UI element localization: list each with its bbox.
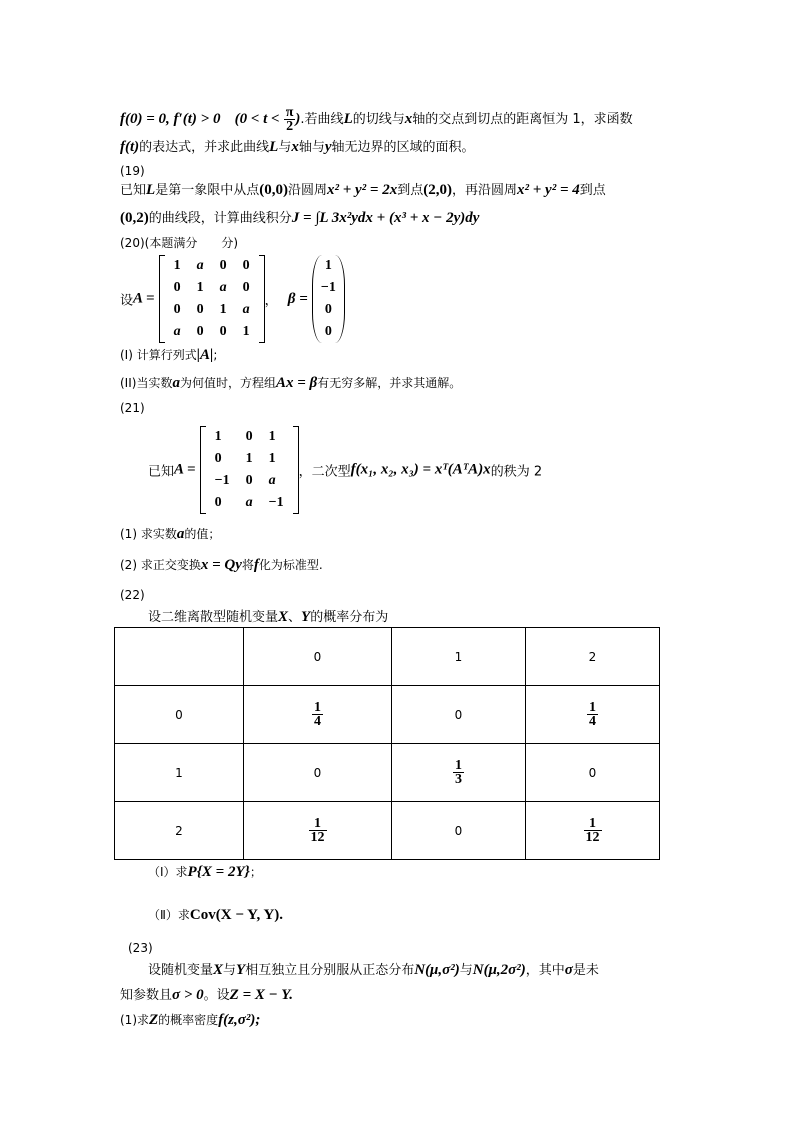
matrix-row — [207, 470, 292, 492]
table-col-header: 1 — [392, 628, 526, 686]
matrix-row — [319, 321, 338, 343]
matrix-row — [207, 492, 292, 514]
vector-beta — [312, 255, 345, 343]
q21-matrix-line: 已知A = 1 0 1 0 1 1 −1 0 a 0 a −1 ，二次型f(x₁, x₂, x₃) = xᵀ(AᵀA)x的秩为 2 — [148, 426, 542, 514]
q18-condition-line: f(0) = 0, f′(t) > 0 (0 < t < $\frac{\pi}{2}$ ).若曲线L的切线与x轴的交点到切点的距离恒为 1，求函数 — [120, 105, 633, 134]
table-col-header: 0 — [244, 628, 392, 686]
matrix-row — [166, 321, 258, 343]
q19-line1: 已知L是第一象限中从点(0,0)沿圆周x² + y² = 2x到点(2,0)，再沿圆周x² + y² = 4到点 — [120, 182, 606, 198]
table-cell: $\frac{1}{12}$ — [526, 802, 660, 860]
table-corner-cell — [115, 628, 244, 686]
matrix-row — [207, 426, 292, 448]
q22-intro: 设二维离散型随机变量X、Y的概率分布为 — [148, 609, 389, 625]
matrix-entry: 0 — [324, 302, 332, 317]
matrix-entry: a — [268, 473, 276, 488]
matrix-entry: 0 — [214, 495, 222, 510]
matrix-row — [166, 255, 258, 277]
table-cell: $\frac{1}{3}$ — [392, 744, 526, 802]
q22-label: (22) — [120, 588, 145, 602]
table-cell: $\frac{1}{4}$ — [526, 686, 660, 744]
matrix-entry: 0 — [219, 324, 227, 339]
q20-matrices: 设A = 1 a 0 0 0 1 a 0 0 0 1 a a 0 0 1 ， β = 1 −1 0 0 — [120, 255, 345, 343]
table-cell: 0 — [526, 744, 660, 802]
q21-part1: (1) 求实数a的值； — [120, 526, 221, 542]
table-row — [115, 802, 660, 860]
q18-question-line: f(t)的表达式，并求此曲线L与x轴与y轴无边界的区域的面积。 — [120, 139, 475, 155]
table-cell: 0 — [392, 686, 526, 744]
matrix-row — [207, 448, 292, 470]
q20-label: (20)(本题满分 分) — [120, 236, 238, 250]
table-cell: 0 — [392, 802, 526, 860]
matrix-entry: 0 — [242, 258, 250, 273]
range-end: ) — [295, 111, 301, 127]
matrix-row — [319, 277, 338, 299]
curve-integral: J = ∫L 3x²ydx + (x³ + x − 2y)dy — [291, 210, 480, 226]
matrix-entry: 0 — [242, 280, 250, 295]
table-col-header: 2 — [526, 628, 660, 686]
matrix-entry: a — [196, 258, 204, 273]
initial-condition: f(0) = 0, f′(t) > 0 — [120, 111, 221, 127]
q23-part1: (1)求Z的概率密度f(z,σ²); — [120, 1012, 261, 1028]
table-cell: 0 — [244, 744, 392, 802]
matrix-entry: 1 — [214, 429, 222, 444]
matrix-entry: −1 — [320, 280, 336, 295]
matrix-A-21 — [200, 426, 299, 514]
matrix-entry: 0 — [245, 473, 253, 488]
matrix-entry: a — [242, 302, 250, 317]
matrix-entry: 0 — [173, 302, 181, 317]
table-header-row — [115, 628, 660, 686]
matrix-A — [159, 255, 265, 343]
matrix-row — [166, 277, 258, 299]
q23-line1: 设随机变量X与Y相互独立且分别服从正态分布N(μ,σ²)与N(μ,2σ²)，其中σ是未 — [148, 962, 599, 978]
table-row-header: 1 — [115, 744, 244, 802]
matrix-entry: 1 — [324, 258, 332, 273]
matrix-entry: 0 — [219, 258, 227, 273]
q20-part1: (I) 计算行列式|A|; — [120, 347, 218, 363]
q20-part2: (II)当实数a为何值时，方程组Ax = β有无穷多解，并求其通解。 — [120, 375, 462, 391]
matrix-entry: 1 — [242, 324, 250, 339]
table-cell: $\frac{1}{12}$ — [244, 802, 392, 860]
q23-line2: 知参数且σ > 0。设Z = X − Y. — [120, 987, 294, 1003]
matrix-row — [319, 299, 338, 321]
matrix-entry: a — [173, 324, 181, 339]
matrix-row — [166, 299, 258, 321]
matrix-entry: 1 — [245, 451, 253, 466]
table-row-header: 0 — [115, 686, 244, 744]
matrix-entry: 0 — [173, 280, 181, 295]
matrix-entry: −1 — [214, 473, 230, 488]
matrix-entry: 1 — [268, 429, 276, 444]
text: .若曲线 — [300, 112, 344, 127]
probability-table — [114, 627, 660, 860]
q23-label: (23) — [128, 941, 153, 955]
q21-part2: (2) 求正交变换x = Qy将f化为标准型. — [120, 557, 323, 573]
q22-part1: （Ⅰ）求P{X = 2Y}； — [148, 864, 262, 880]
matrix-entry: −1 — [268, 495, 284, 510]
table-row — [115, 686, 660, 744]
matrix-entry: a — [245, 495, 253, 510]
table-row-header: 2 — [115, 802, 244, 860]
matrix-entry: a — [219, 280, 227, 295]
table-cell: $\frac{1}{4}$ — [244, 686, 392, 744]
q19-label: (19) — [120, 164, 145, 178]
table-row — [115, 744, 660, 802]
matrix-entry: 0 — [245, 429, 253, 444]
range-start: (0 < t < — [234, 111, 280, 127]
matrix-entry: 1 — [196, 280, 204, 295]
matrix-entry: 1 — [268, 451, 276, 466]
matrix-entry: 0 — [196, 302, 204, 317]
matrix-entry: 0 — [214, 451, 222, 466]
q21-label: (21) — [120, 401, 145, 415]
matrix-entry: 0 — [324, 324, 332, 339]
q22-part2: （Ⅱ）求Cov(X − Y, Y). — [148, 907, 284, 923]
matrix-entry: 0 — [196, 324, 204, 339]
pi-over-2: $\frac{\pi}{2}$ — [285, 105, 294, 134]
matrix-row — [319, 255, 338, 277]
q19-line2: (0,2)的曲线段，计算曲线积分J = ∫L 3x²ydx + (x³ + x − 2y)dy — [120, 210, 480, 226]
matrix-entry: 1 — [219, 302, 227, 317]
matrix-entry: 1 — [173, 258, 181, 273]
